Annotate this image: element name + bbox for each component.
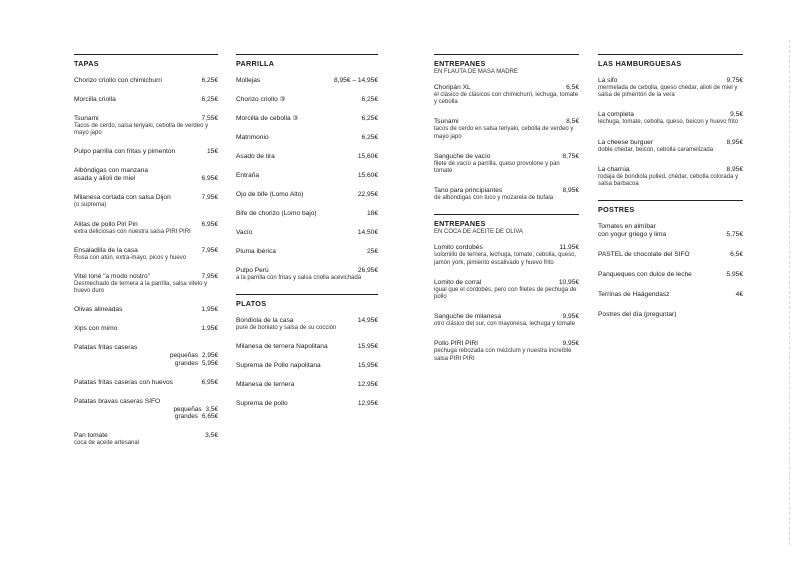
menu-item — [74, 221, 218, 236]
section-title: ENTREPANES — [434, 59, 486, 68]
item-name: Entraña — [236, 172, 260, 179]
variant-label: pequeñas — [173, 405, 202, 413]
item-price: 22,95€ — [357, 191, 378, 198]
item-price: 8,95€ – 14,95€ — [334, 77, 378, 84]
item-name: Asado de tira — [236, 153, 275, 160]
item-price: 15,60€ — [357, 172, 378, 179]
menu-item — [598, 251, 743, 259]
item-name: Olivas alineadas — [74, 306, 123, 314]
variant-price: 3,5€ — [205, 405, 218, 413]
item-name: Panqueques con dulce de leche — [598, 271, 692, 279]
menu-item — [434, 187, 579, 202]
item-price: 15,95€ — [357, 362, 378, 370]
item-price: 7,95€ — [201, 246, 218, 254]
item-price: 1,95€ — [201, 306, 218, 314]
item-description: Rusa con atún, extra-mayo, picos y huevo — [74, 254, 187, 261]
menu-item — [434, 244, 579, 266]
item-name: Bife de chorizo (Lomo bajo) — [236, 210, 317, 217]
item-name: Matrimonio — [236, 134, 269, 141]
item-price: 5,75€ — [726, 231, 743, 239]
variant-label: grandes — [174, 413, 198, 421]
item-name: Patatas fritas caseras con huevos — [74, 378, 173, 386]
menu-item — [236, 381, 378, 389]
page-edge — [789, 40, 790, 545]
menu-item — [236, 229, 378, 237]
item-name: Suprema de pollo — [236, 400, 288, 408]
item-description: (o suprema) — [74, 202, 107, 209]
menu-item — [74, 306, 218, 314]
menu-item — [598, 291, 743, 299]
item-description: de albóndigas con tuco y mozarela de bufala — [434, 195, 554, 202]
postres-list — [598, 223, 743, 319]
item-name: Sanguche de vacío — [434, 152, 491, 160]
item-price: 6,95€ — [201, 220, 218, 228]
tapas-list — [74, 77, 218, 333]
parrilla-list — [236, 77, 378, 282]
menu-item — [236, 210, 378, 218]
item-price: 15,60€ — [357, 153, 378, 160]
item-name: Pulpo Perú — [236, 267, 269, 274]
item-name: Tsunami — [434, 118, 459, 126]
item-name: Ensaladilla de la casa — [74, 246, 138, 254]
menu-item — [236, 191, 378, 199]
item-name: Lomito cordobés — [434, 244, 483, 252]
menu-item — [74, 273, 218, 295]
menu-item — [74, 379, 218, 387]
item-name: Milanesa de ternera — [236, 381, 295, 389]
variant-label: grandes — [174, 360, 198, 368]
item-price: 4€ — [735, 291, 743, 299]
platos-list — [236, 317, 378, 408]
menu-item — [598, 111, 743, 126]
section-title: ENTREPANES — [434, 219, 486, 229]
item-price: 6,95€ — [201, 378, 218, 386]
item-name: PASTEL de chocolate del SIFO — [598, 251, 690, 259]
column-tapas — [74, 54, 218, 458]
menu-item — [598, 311, 743, 319]
menu-item — [236, 77, 378, 85]
entrepanes-coca-list — [434, 244, 579, 362]
menu-item — [236, 248, 378, 256]
item-name: La sifo — [598, 77, 618, 84]
menu-item — [236, 362, 378, 370]
item-price: 25€ — [366, 248, 378, 255]
item-price: 11,95€ — [559, 244, 579, 252]
item-description: igual que el cordobés, pero con filetes de pechuga de pollo — [434, 286, 577, 301]
menu-item — [74, 398, 218, 421]
item-price: 6,25€ — [201, 96, 218, 103]
menu-item — [236, 317, 378, 332]
item-price: 6,25€ — [361, 96, 378, 103]
item-name: Chorizo criollo ③ — [236, 96, 286, 103]
item-price: 6,5€ — [566, 84, 579, 91]
menu-item — [74, 432, 218, 447]
item-price: 6,25€ — [361, 115, 378, 122]
item-name: Chorizo criollo con chimichurri — [74, 77, 162, 84]
section-title-tapas: TAPAS — [74, 54, 218, 68]
item-price: 6,25€ — [361, 134, 378, 141]
item-price: 8,95€ — [562, 187, 579, 195]
menu-item — [434, 313, 579, 328]
item-name: Suprema de Pollo napolitana — [236, 362, 321, 370]
section-title-platos: PLATOS — [236, 294, 378, 308]
item-description: a la parrilla con fritas y salsa criolla acevichada — [236, 275, 362, 281]
item-price: 9,95€ — [562, 313, 579, 321]
menu-item — [236, 96, 378, 104]
menu-item — [434, 118, 579, 140]
menu-item — [434, 153, 579, 175]
item-name: Sanguche de milanesa — [434, 313, 502, 321]
item-description: el clásico de clásicos con chimichurri, lechuga, tomate y cebolla — [434, 92, 579, 106]
menu-item — [236, 115, 378, 123]
entrepanes-flauta-list — [434, 84, 579, 202]
item-price: 14,95€ — [357, 317, 378, 325]
item-name: Albóndigas con manzana — [74, 167, 149, 175]
column-hamburguesas — [598, 54, 743, 331]
item-name: Milanesa de ternera Napolitana — [236, 343, 328, 351]
item-price: 10,95€ — [558, 278, 579, 286]
item-price: 3,5€ — [205, 431, 218, 439]
item-name: La completa — [598, 111, 634, 119]
item-name: Vitel toné "a modo nostro" — [74, 273, 151, 281]
item-description: extra deliciosas con nuestra salsa PIRI PIRI — [74, 228, 191, 235]
item-price: 1,95€ — [201, 325, 218, 333]
menu-item — [74, 167, 218, 183]
menu-item — [74, 247, 218, 262]
item-description: doble chédar, beicon, cebolla caramelizada — [598, 146, 714, 153]
menu-item — [236, 153, 378, 161]
item-name: Vacío — [236, 229, 253, 236]
hamburguesas-list — [598, 77, 743, 188]
item-name: Tano para principiantes — [434, 187, 503, 195]
item-name: Patatas fritas caseras — [74, 344, 138, 352]
variant-price: 2,95€ — [202, 352, 218, 360]
menu-item — [74, 325, 218, 333]
item-name: Morcilla criolla — [74, 96, 116, 103]
item-name: Xips con mimo — [74, 325, 118, 333]
menu-item — [236, 267, 378, 282]
item-description: Desmechado de ternera a la parrilla, salsa vitelo y huevo duro — [74, 281, 208, 295]
item-description: coca de aceite artesanal — [74, 439, 140, 446]
menu-item — [434, 279, 579, 301]
item-price: 12,95€ — [357, 381, 378, 389]
menu-item — [598, 271, 743, 279]
section-header-entrepanes-coca — [434, 214, 579, 235]
item-name-line2: asada y alioli de miel — [74, 175, 136, 183]
menu-item — [74, 96, 218, 104]
column-parrilla — [236, 54, 378, 419]
item-description: pechuga rebozada con mézclum y nuestra increíble salsa PIRI PIRI — [434, 348, 572, 362]
item-price: 15,95€ — [357, 343, 378, 351]
item-name: Pollo PIRI PIRI — [434, 340, 478, 348]
item-price: 7,95€ — [201, 194, 218, 202]
item-name: Tsunami — [74, 115, 99, 122]
item-price: 6,95€ — [201, 175, 218, 183]
item-name: Lomito de corral — [434, 278, 482, 286]
item-description: Tacos de cerdo, salsa teriyaki, cebolla de verdeo y mayo japo — [74, 123, 209, 137]
item-name: Milanesa cortada con salsa Dijon — [74, 194, 171, 202]
item-price: 12,95€ — [357, 400, 378, 408]
item-name: Bondiola de la casa — [236, 317, 294, 325]
section-title-hamburguesas: LAS HAMBURGUESAS — [598, 54, 743, 68]
item-price: 5,95€ — [726, 271, 743, 279]
item-description: tacos de cerdo en salsa teriyaki, cebolla de verdeo y mayo japo — [434, 126, 574, 140]
item-name: Pan tomate — [74, 431, 108, 439]
variant-price: 6,65€ — [202, 413, 218, 421]
item-name: La cheese burguer — [598, 138, 653, 146]
item-price: 15€ — [206, 148, 218, 156]
item-price: 14,50€ — [357, 229, 378, 236]
item-name: Pluma ibérica — [236, 248, 276, 255]
column-entrepanes — [434, 54, 579, 375]
item-price: 8,5€ — [566, 118, 579, 126]
item-price: 6,25€ — [201, 77, 218, 84]
item-name: Tomates en almíbar — [598, 223, 656, 231]
item-description: rodaja de bondiola pulled, chédar, cebolla colorada y salsa barbacoa — [598, 173, 739, 188]
menu-item — [434, 84, 579, 106]
menu-item — [74, 115, 218, 137]
item-price: 6,5€ — [730, 251, 743, 259]
menu-item — [236, 343, 378, 351]
item-description: filete de vacío a parrilla, queso provolone y pan tomate — [434, 160, 560, 175]
item-price: 7,95€ — [201, 273, 218, 281]
item-name: Mollejas — [236, 77, 261, 84]
section-subtitle: EN COCA DE ACEITE DE OLIVA — [434, 229, 523, 236]
menu-item — [236, 134, 378, 142]
item-price: 26,95€ — [357, 267, 378, 274]
item-name: Postres del día (preguntar) — [598, 311, 677, 319]
item-name: La charrúa — [598, 165, 630, 173]
menu-item — [434, 340, 579, 362]
menu-item — [598, 139, 743, 154]
section-title-postres: POSTRES — [598, 200, 743, 214]
item-name: Morcilla de cebolla ③ — [236, 115, 299, 122]
menu-item — [74, 344, 218, 367]
item-name: Ojo de bife (Lomo Alto) — [236, 191, 304, 198]
item-price: 7,55€ — [201, 115, 218, 122]
section-header-entrepanes-flauta — [434, 54, 579, 75]
item-name: Patatas bravas caseras SIFO — [74, 397, 161, 405]
menu-item — [598, 77, 743, 99]
item-description: otro clásico del sur, con mayonesa, lechuga y tomate — [434, 321, 576, 328]
item-description: mermelada de cebolla, queso chédar, alioli de miel y salsa de pimentón de la vera — [598, 85, 738, 99]
item-price: 18€ — [366, 210, 378, 217]
item-price: 9,5€ — [730, 111, 743, 119]
menu-item — [74, 77, 218, 85]
item-price: 9,75€ — [726, 77, 743, 84]
item-name: Choripán XL — [434, 84, 471, 91]
menu-item — [236, 172, 378, 180]
item-price: 8,95€ — [726, 165, 743, 173]
section-title-parrilla: PARRILLA — [236, 54, 378, 68]
menu-item — [598, 166, 743, 188]
item-price: 8,95€ — [726, 138, 743, 146]
variant-price: 5,95€ — [202, 360, 218, 368]
menu-item — [236, 400, 378, 408]
variant-label: pequeñas — [169, 352, 198, 360]
menu-item — [598, 223, 743, 239]
item-price: 9,95€ — [562, 340, 579, 348]
menu-item — [74, 148, 218, 156]
menu-item — [74, 194, 218, 209]
item-price: 8,75€ — [562, 152, 579, 160]
item-description: lechuga, tomate, cebolla, queso, beicon y huevo frito — [598, 119, 739, 126]
item-name: Pulpo parrilla con fritas y pimenton — [74, 148, 176, 156]
section-subtitle: EN FLAUTA DE MASA MADRE — [434, 69, 518, 75]
item-name: Alitas de pollo Piri Piri — [74, 220, 138, 228]
item-name: Terrinas de Haägendasz — [598, 291, 670, 299]
item-description: solomillo de ternera, lechuga, tomate, cebolla, queso, jamón york, pimiento escalivado y huevo frito — [434, 252, 577, 266]
item-name-line2: con yogur griego y lima — [598, 231, 667, 239]
item-description: pure de boniato y salsa de su cocción — [236, 325, 337, 332]
